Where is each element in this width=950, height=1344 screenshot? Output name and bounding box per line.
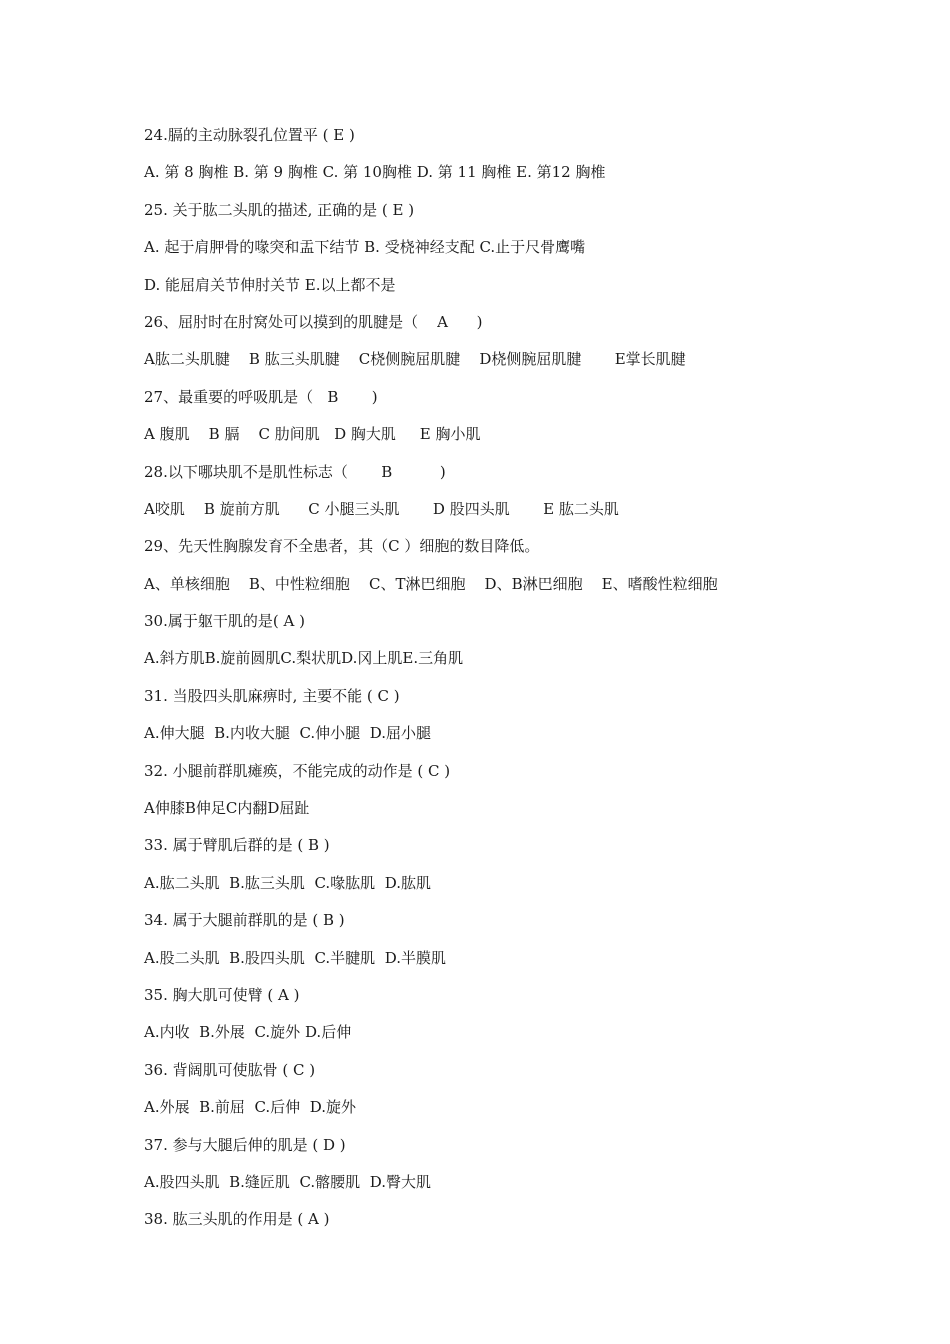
options-24: A. 第 8 胸椎 B. 第 9 胸椎 C. 第 10胸椎 D. 第 11 胸椎 E. 第12 胸椎: [144, 163, 606, 182]
options-29: A、单核细胞 B、中性粒细胞 C、T淋巴细胞 D、B淋巴细胞 E、嗜酸性粒细胞: [144, 574, 718, 593]
options-25-a: A. 起于肩胛骨的喙突和盂下结节 B. 受桡神经支配 C.止于尺骨鹰嘴: [144, 238, 586, 257]
options-35: A.内收 B.外展 C.旋外 D.后伸: [144, 1023, 352, 1042]
question-25: 25. 关于肱二头肌的描述, 正确的是 ( E ): [144, 200, 415, 219]
question-29: 29、先天性胸腺发育不全患者，其（C ）细胞的数目降低。: [144, 537, 540, 556]
options-26: A肱二头肌腱 B 肱三头肌腱 C桡侧腕屈肌腱 D桡侧腕屈肌腱 E掌长肌腱: [144, 350, 686, 369]
options-27: A 腹肌 B 膈 C 肋间肌 D 胸大肌 E 胸小肌: [144, 425, 481, 444]
options-28: A咬肌 B 旋前方肌 C 小腿三头肌 D 股四头肌 E 肱二头肌: [144, 499, 619, 518]
options-36: A.外展 B.前屈 C.后伸 D.旋外: [144, 1098, 356, 1117]
question-36: 36. 背阔肌可使肱骨 ( C ): [144, 1060, 316, 1079]
options-31: A.伸大腿 B.内收大腿 C.伸小腿 D.屈小腿: [144, 724, 431, 743]
question-list: [144, 117, 844, 1239]
question-34: 34. 属于大腿前群肌的是 ( B ): [144, 911, 345, 930]
question-24: 24.膈的主动脉裂孔位置平 ( E ): [144, 126, 355, 144]
question-38: 38. 肱三头肌的作用是 ( A ): [144, 1210, 330, 1229]
question-37: 37. 参与大腿后伸的肌是 ( D ): [144, 1135, 346, 1154]
options-32: A伸膝B伸足C内翻D屈趾: [144, 799, 310, 818]
question-28: 28.以下哪块肌不是肌性标志（ B ): [144, 462, 446, 481]
options-25-b: D. 能屈肩关节伸肘关节 E.以上都不是: [144, 275, 396, 294]
question-30: 30.属于躯干肌的是( A ): [144, 612, 305, 631]
options-34: A.股二头肌 B.股四头肌 C.半腱肌 D.半膜肌: [144, 948, 446, 967]
question-27: 27、最重要的呼吸肌是（ B ): [144, 387, 378, 406]
options-30: A.斜方肌B.旋前圆肌C.梨状肌D.冈上肌E.三角肌: [144, 649, 464, 668]
options-33: A.肱二头肌 B.肱三头肌 C.喙肱肌 D.肱肌: [144, 873, 431, 892]
question-33: 33. 属于臂肌后群的是 ( B ): [144, 836, 330, 855]
question-31: 31. 当股四头肌麻痹时, 主要不能 ( C ): [144, 686, 400, 705]
question-35: 35. 胸大肌可使臂 ( A ): [144, 985, 300, 1004]
question-32: 32. 小腿前群肌瘫痪，不能完成的动作是 ( C ): [144, 761, 451, 780]
question-26: 26、屈肘时在肘窝处可以摸到的肌腱是（ A ): [144, 312, 483, 331]
options-37: A.股四头肌 B.缝匠肌 C.髂腰肌 D.臀大肌: [144, 1172, 431, 1191]
